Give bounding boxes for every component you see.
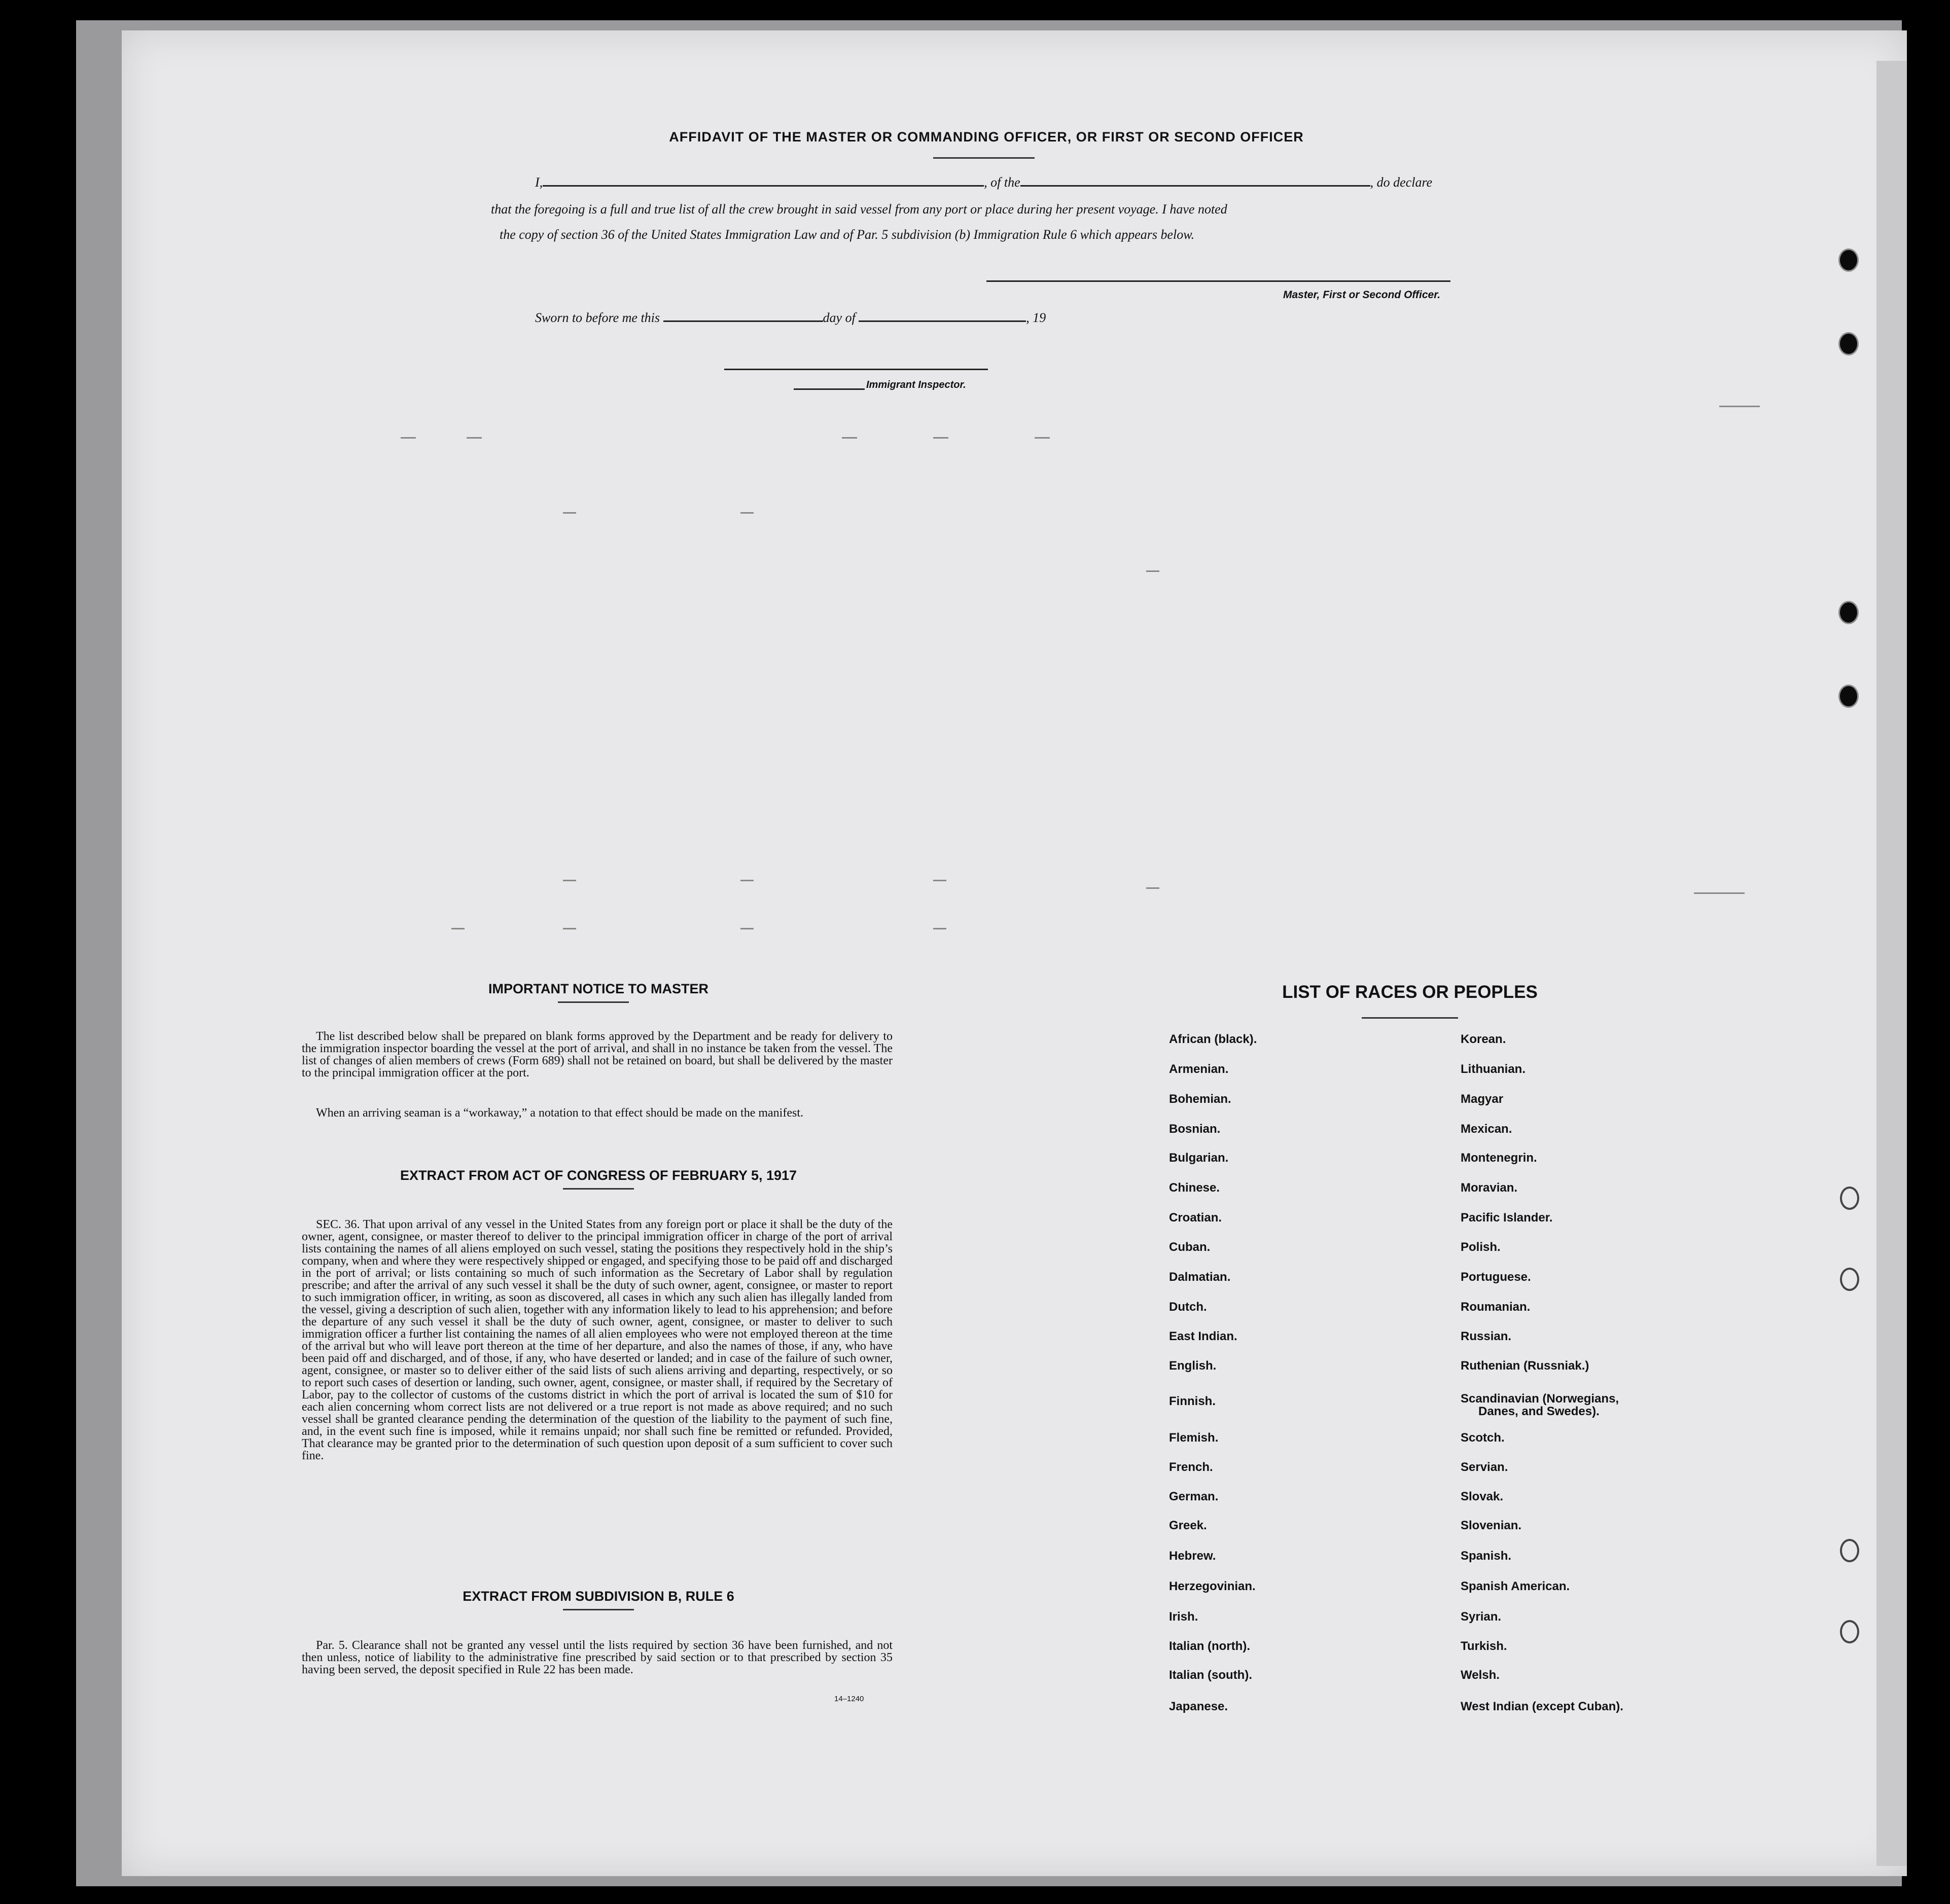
race-item: French. — [1169, 1460, 1213, 1474]
inspector-caption: Immigrant Inspector. — [866, 379, 966, 390]
race-item: Montenegrin. — [1461, 1151, 1537, 1165]
race-item: Croatian. — [1169, 1211, 1222, 1225]
notice-rule — [558, 1001, 629, 1003]
punch-hole — [1838, 685, 1859, 708]
bleed-mark — [740, 928, 754, 929]
punch-hole — [1838, 332, 1859, 355]
binder-ring — [1840, 1620, 1859, 1643]
race-item: Chinese. — [1169, 1181, 1220, 1195]
form-number: 14–1240 — [834, 1695, 864, 1703]
race-item: Korean. — [1461, 1032, 1506, 1046]
vessel-name-field[interactable] — [1020, 185, 1370, 187]
bleed-mark — [467, 437, 482, 439]
race-item: Pacific Islander. — [1461, 1211, 1553, 1225]
race-item: Bulgarian. — [1169, 1151, 1229, 1165]
bleed-mark — [933, 928, 946, 929]
race-item: German. — [1169, 1490, 1219, 1503]
inspector-signature-line[interactable] — [724, 369, 988, 370]
races-rule — [1362, 1017, 1458, 1019]
bleed-mark — [933, 880, 946, 881]
affidavit-line-2: that the foregoing is a full and true list of all the crew brought in said vessel from any port or place during her present voyage. I have noted — [491, 202, 1227, 217]
race-item: Dutch. — [1169, 1300, 1207, 1314]
affidavit-i: I, — [535, 175, 543, 190]
sworn-month-field[interactable] — [859, 320, 1026, 322]
race-item: English. — [1169, 1359, 1217, 1373]
race-item: Welsh. — [1461, 1668, 1500, 1682]
race-item: Turkish. — [1461, 1639, 1507, 1653]
bleed-mark — [563, 512, 576, 514]
notice-title: IMPORTANT NOTICE TO MASTER — [488, 981, 708, 996]
race-item: Armenian. — [1169, 1062, 1229, 1076]
bleed-mark — [1719, 406, 1760, 407]
race-item: Italian (north). — [1169, 1639, 1250, 1653]
race-item: Roumanian. — [1461, 1300, 1531, 1314]
extract-act-title: EXTRACT FROM ACT OF CONGRESS OF FEBRUARY 5, 1917 — [400, 1168, 797, 1183]
race-item: Syrian. — [1461, 1610, 1502, 1624]
race-item: Ruthenian (Russniak.) — [1461, 1359, 1589, 1373]
race-item: Finnish. — [1169, 1394, 1216, 1408]
race-item: Bosnian. — [1169, 1122, 1221, 1136]
sworn-line — [535, 310, 1046, 326]
page-edge — [1876, 61, 1907, 1866]
race-item: Herzegovinian. — [1169, 1579, 1256, 1593]
bleed-mark — [933, 437, 948, 439]
sworn-year: , 19 — [1026, 310, 1046, 325]
race-item: Moravian. — [1461, 1181, 1518, 1195]
race-item: Magyar — [1461, 1092, 1504, 1106]
bleed-mark — [563, 880, 576, 881]
race-item: Irish. — [1169, 1610, 1198, 1624]
extract-act-text: SEC. 36. That upon arrival of any vessel in the United States from any foreign port or place it shall be the duty of the owner, agent, consignee, or master thereof to deliver to the principal immigration officer in charge of the port of arrival lists containing the names of all aliens employed on such vessel, stating the positions they respectively hold in the ship’s company, when and where they were respectively shipped or engaged, and specifying those to be paid off and discharged in the port of arrival; or lists containing so much of such information as the Secretary of Labor shall by regulation prescribe; and after the arrival of any such vessel it shall be the duty of such owner, agent, consignee, or master to report to such immigration officer, in writing, as soon as discovered, all cases in which any such alien has illegally landed from the vessel, giving a description of such alien, together with any information likely to lead to his apprehension; and before the departure of any such vessel it shall be the duty of such owner, agent, consignee, or master to deliver to such immigration officer a further list containing the names of all alien employees who were not employed thereon at the time of the arrival but who will leave port thereon at the time of her departure, and also the names of those, if any, who have been paid off and discharged, and of those, if any, who have deserted or landed; and in case of the failure of such owner, agent, consignee, or master so to deliver either of the said lists of such aliens arriving and departing, respectively, or so to report such cases of desertion or landing, such owner, agent, consignee, or master shall, if required by the Secretary of Labor, pay to the collector of customs of the customs district in which the port of arrival is located the sum of $10 for each alien concerning whom correct lists are not delivered or a true report is not made as above required; and no such vessel shall be granted clearance pending the determination of the question of the liability to the payment of such fine, and, in the event such fine is imposed, while it remains unpaid; nor shall such fine be remitted or refunded. Provided, That clearance may be granted prior to the determination of such question upon deposit of a sum sufficient to cover such fine. — [302, 1218, 893, 1462]
extract-rule-text: Par. 5. Clearance shall not be granted any vessel until the lists required by section 36 have been furnished, and not then unless, notice of liability to the administrative fine prescribed by said section or to that prescribed by section 35 having been served, the deposit specified in Rule 22 has been made. — [302, 1639, 893, 1676]
race-item: Russian. — [1461, 1330, 1512, 1343]
title-rule — [933, 157, 1035, 159]
inspector-prefix-rule — [794, 388, 865, 390]
race-item: Scotch. — [1461, 1431, 1505, 1445]
race-item-continuation: Danes, and Swedes). — [1478, 1405, 1600, 1418]
race-item: Bohemian. — [1169, 1092, 1231, 1106]
race-item: African (black). — [1169, 1032, 1257, 1046]
extract-rule-rule — [563, 1609, 634, 1610]
binder-ring — [1840, 1187, 1859, 1210]
sworn-day-field[interactable] — [663, 320, 823, 322]
bleed-mark — [740, 880, 754, 881]
affidavit-line-3: the copy of section 36 of the United States Immigration Law and of Par. 5 subdivision (b) Immigration Rule 6 which appears below. — [500, 227, 1195, 242]
race-item: Cuban. — [1169, 1240, 1211, 1254]
race-item: Lithuanian. — [1461, 1062, 1526, 1076]
master-caption: Master, First or Second Officer. — [1283, 289, 1441, 301]
race-item: West Indian (except Cuban). — [1461, 1700, 1623, 1713]
binder-ring — [1840, 1268, 1859, 1291]
notice-paragraph-2: When an arriving seaman is a “workaway,” a notation to that effect should be made on the manifest. — [316, 1106, 803, 1120]
race-item: Hebrew. — [1169, 1549, 1216, 1563]
bleed-mark — [451, 928, 465, 929]
race-item: Greek. — [1169, 1519, 1207, 1532]
race-item: Japanese. — [1169, 1700, 1228, 1713]
extract-rule-title: EXTRACT FROM SUBDIVISION B, RULE 6 — [463, 1589, 734, 1604]
bleed-mark — [1146, 887, 1159, 889]
punch-hole — [1838, 248, 1859, 272]
master-name-field[interactable] — [543, 185, 984, 187]
bleed-mark — [1035, 437, 1050, 439]
bleed-mark — [842, 437, 857, 439]
race-item: Servian. — [1461, 1460, 1508, 1474]
affidavit-do-declare: , do declare — [1370, 175, 1433, 190]
bleed-mark — [563, 928, 576, 929]
bleed-mark — [1694, 892, 1745, 894]
extract-act-rule — [563, 1188, 634, 1190]
bleed-mark — [1146, 570, 1159, 572]
race-item: Polish. — [1461, 1240, 1501, 1254]
affidavit-title: AFFIDAVIT OF THE MASTER OR COMMANDING OFFICER, OR FIRST OR SECOND OFFICER — [669, 129, 1304, 145]
master-signature-line[interactable] — [986, 280, 1450, 282]
affidavit-line-1 — [535, 175, 1478, 190]
race-item: Flemish. — [1169, 1431, 1219, 1445]
race-item: Mexican. — [1461, 1122, 1512, 1136]
bleed-mark — [401, 437, 416, 439]
bleed-mark — [740, 512, 754, 514]
race-item: Portuguese. — [1461, 1270, 1531, 1284]
races-title: LIST OF RACES OR PEOPLES — [1282, 982, 1538, 1002]
race-item: Spanish. — [1461, 1549, 1512, 1563]
notice-paragraph-1: The list described below shall be prepared on blank forms approved by the Department and be ready for delivery to the immigration inspector boarding the vessel at the port of arrival, and shall in no instance be taken from the vessel. The list of changes of alien members of crews (Form 689) shall not be retained on board, but shall be delivered by the master to the principal immigration officer at the port. — [302, 1030, 893, 1080]
affidavit-of-the: , of the — [984, 175, 1020, 190]
sworn-prefix: Sworn to before me this — [535, 310, 660, 325]
binder-ring — [1840, 1539, 1859, 1562]
race-item: Slovenian. — [1461, 1519, 1522, 1532]
race-item: Scandinavian (Norwegians, — [1461, 1392, 1619, 1406]
race-item: Spanish American. — [1461, 1579, 1570, 1593]
race-item: Dalmatian. — [1169, 1270, 1231, 1284]
sworn-day-of: day of — [823, 310, 856, 325]
race-item: East Indian. — [1169, 1330, 1237, 1343]
punch-hole — [1838, 601, 1859, 624]
race-item: Italian (south). — [1169, 1668, 1252, 1682]
race-item: Slovak. — [1461, 1490, 1504, 1503]
